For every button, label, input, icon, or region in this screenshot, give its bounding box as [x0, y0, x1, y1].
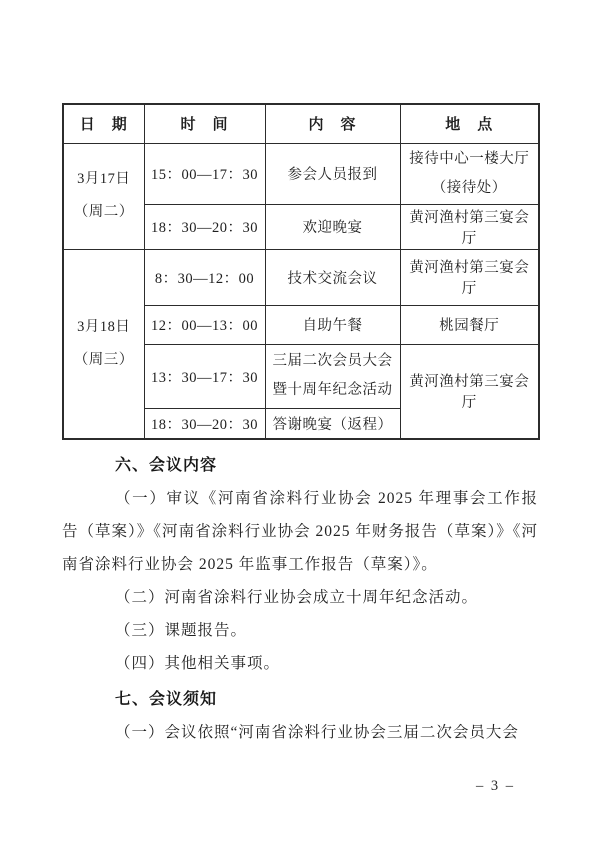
- table-row: [63, 249, 539, 305]
- date-line: 3月18日: [77, 318, 131, 335]
- weekday-line: （周三）: [73, 351, 134, 368]
- paragraph: （三）课题报告。: [115, 622, 248, 639]
- time-cell: 12：00—13：00: [144, 305, 265, 344]
- time-cell: 13：30—17：30: [144, 344, 265, 408]
- content-cell: 参会人员报到: [265, 143, 400, 204]
- header-cell-location: 地 点: [400, 104, 539, 143]
- time-cell: 15：00—17：30: [144, 143, 265, 204]
- section-heading-6: 六、会议内容: [115, 457, 218, 474]
- content-line: 暨十周年纪念活动: [272, 382, 393, 398]
- weekday-line: （周二）: [73, 204, 134, 220]
- location-cell: [400, 143, 539, 204]
- document-content: [62, 103, 538, 749]
- date-line: 3月17日: [77, 171, 131, 187]
- content-cell: 自助午餐: [265, 305, 400, 344]
- table-row: [63, 143, 539, 204]
- paragraph: （二）河南省涂料行业协会成立十周年纪念活动。: [115, 589, 479, 606]
- content-cell: 欢迎晚宴: [265, 204, 400, 249]
- document-body: [62, 449, 538, 749]
- date-cell-day2: [63, 249, 144, 439]
- header-cell-date: 日 期: [63, 104, 144, 143]
- content-line: 三届二次会员大会: [272, 353, 393, 369]
- content-cell: [265, 344, 400, 408]
- location-cell: 黄河渔村第三宴会厅: [400, 204, 539, 249]
- paragraph: （一）审议《河南省涂料行业协会 2025 年理事会工作报告（草案）》《河南省涂料行业协会 2025 年财务报告（草案）》《河南省涂料行业协会 2025 年监事工作报告（草案）》。: [62, 490, 538, 573]
- paragraph: （一）会议依照“河南省涂料行业协会三届二次会员大会: [115, 724, 519, 741]
- content-cell: 技术交流会议: [265, 249, 400, 305]
- page-number: – 3 –: [476, 778, 515, 794]
- location-cell: 黄河渔村第三宴会厅: [400, 344, 539, 439]
- location-line: 接待中心一楼大厅: [409, 150, 530, 167]
- paragraph: （四）其他相关事项。: [115, 655, 281, 672]
- location-line: （接待处）: [431, 179, 507, 196]
- header-cell-time: 时 间: [144, 104, 265, 143]
- header-cell-content: 内 容: [265, 104, 400, 143]
- section-heading-7: 七、会议须知: [115, 691, 218, 708]
- table-header-row: [63, 104, 539, 143]
- location-cell: 黄河渔村第三宴会厅: [400, 249, 539, 305]
- meeting-schedule-table: [62, 103, 540, 440]
- time-cell: 8：30—12：00: [144, 249, 265, 305]
- content-cell: 答谢晚宴（返程）: [265, 408, 400, 439]
- location-cell: 桃园餐厅: [400, 305, 539, 344]
- date-cell-day1: [63, 143, 144, 249]
- time-cell: 18：30—20：30: [144, 204, 265, 249]
- time-cell: 18：30—20：30: [144, 408, 265, 439]
